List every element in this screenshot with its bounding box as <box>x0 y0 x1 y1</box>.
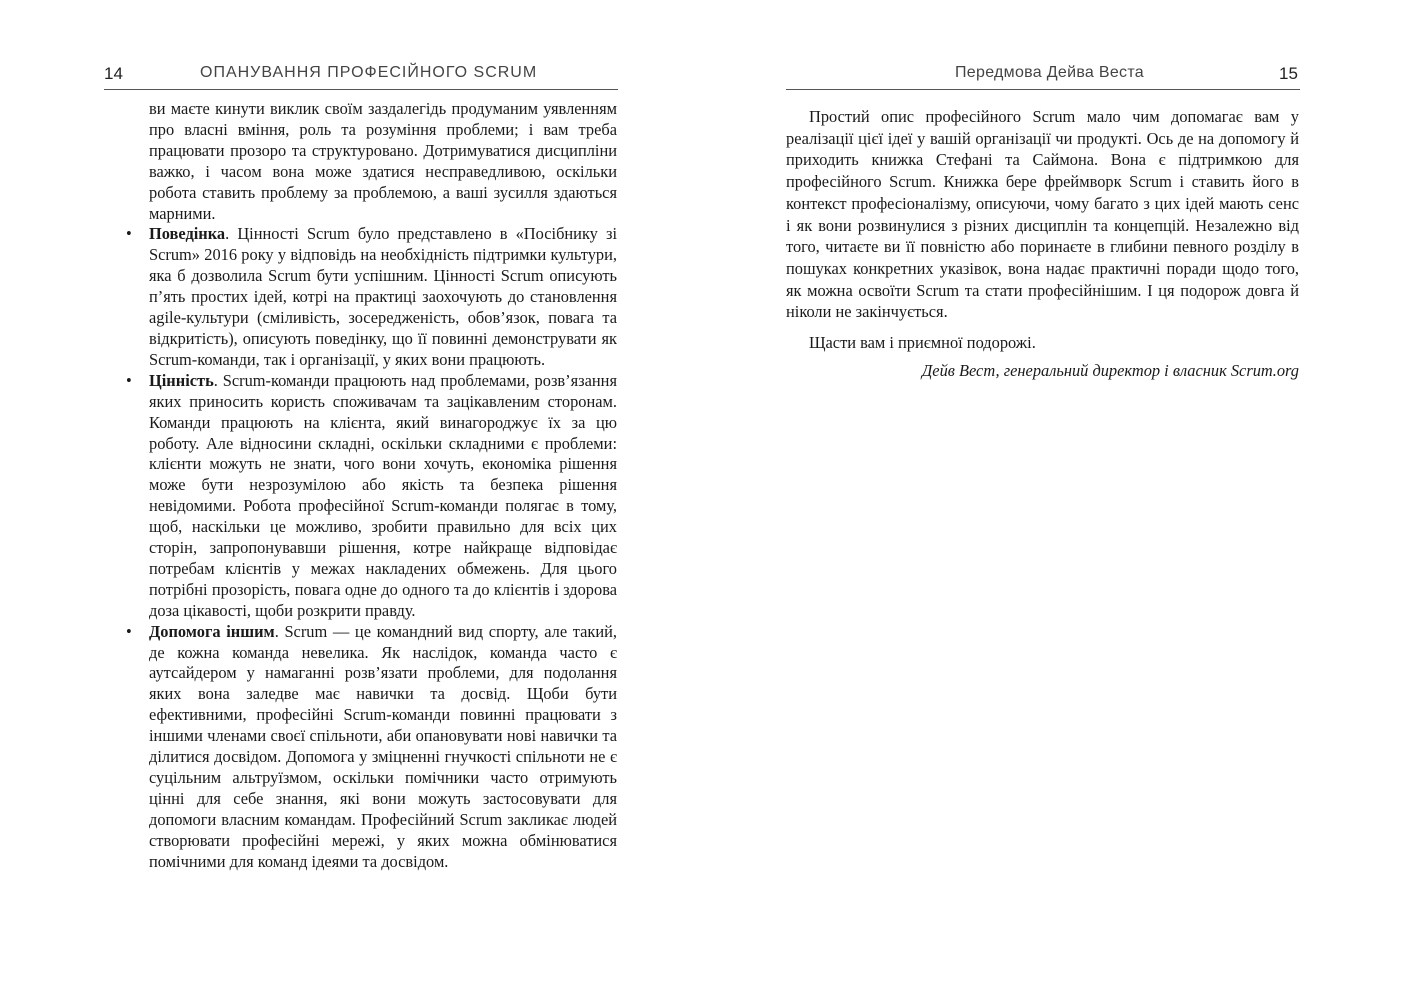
page-number: 14 <box>104 64 123 83</box>
body-text <box>104 99 617 873</box>
header-rule <box>104 89 618 90</box>
page-number: 15 <box>1279 64 1298 83</box>
running-head: Передмова Дейва Веста <box>955 64 1144 81</box>
bullet-icon: • <box>126 224 132 244</box>
item-text: . Scrum — це командний вид спорту, але такий, де кожна команда невелика. Як наслідок, команда часто є аутсайдером у намаганні розв’язати проблеми, для подолання яких вона заледве має навички та досвід. Щоби бути ефективними, професійні Scrum-команди повинні працювати з іншими членами своєї спільноти, аби опановувати нові навички та ділитися досвідом. Допомога у зміцненні гнучкості спільноти не є суцільним альтруїзмом, оскільки помічники часто отримують цінні для себе знання, які вони можуть застосовувати для допомоги власним командам. Професійний Scrum закликає людей створювати професійні мережі, у яких можна обмінюватися помічними для команд ідеями та досвідом. <box>149 621 617 871</box>
header-rule <box>786 89 1300 90</box>
paragraph: Простий опис професійного Scrum мало чим допомагає вам у реалізації цієї ідеї у вашій організації чи продукті. Ось де на допомогу й приходить книжка Стефані та Саймона. Вона є підтримкою для професійного Scrum. Книжка бере фреймворк Scrum і ставить його в контекст професіоналізму, описуючи, чому багато з цих ідей мають сенс і як вони розвинулися з різних дисциплін та концепцій. Незалежно від того, читаєте ви її повністю або поринаєте в глибини певного розділу в пошуках конкретних указівок, вона надає практичні поради щодо того, як можна освоїти Scrum та стати професійнішим. І ця подорож довга й ніколи не закінчується. <box>786 107 1299 322</box>
running-head: ОПАНУВАННЯ ПРОФЕСІЙНОГО SCRUM <box>200 64 538 81</box>
item-term: Поведінка <box>149 224 226 244</box>
continuation-paragraph: ви маєте кинути виклик своїм заздалегідь продуманим уявленням про власні вміння, роль та розуміння проблеми; і вам треба працювати прозоро та структуровано. Дотримуватися дисципліни важко, і часом вона може здатися несправедливою, оскільки робота ставить проблему за проблемою, а ваші зусилля здаються марними. <box>149 99 617 223</box>
list-item <box>104 224 617 370</box>
item-text: . Цінності Scrum було представлено в «Посібнику зі Scrum» 2016 року у відповідь на необхідність підтримки культури, яка б дозволила Scrum бути успішним. Цінності Scrum описують п’ять простих ідей, котрі на практиці заохочують до становлення agile-культури (сміливість, зосередженість, обов’язок, повага та відкритість), описують поведінку, що її повинні демонструвати як Scrum-команди, так і організації, у яких вони працюють. <box>149 224 617 369</box>
list-item <box>104 622 617 873</box>
values-list <box>104 224 617 872</box>
item-term: Цінність <box>149 370 214 390</box>
paragraph: Щасти вам і приємної подорожі. <box>809 333 1036 353</box>
signature: Дейв Вест, генеральний директор і власник Scrum.org <box>921 360 1299 380</box>
right-page <box>702 0 1404 1000</box>
body-text <box>786 106 1299 381</box>
bullet-icon: • <box>126 370 132 390</box>
bullet-icon: • <box>126 621 132 641</box>
item-term: Допомога іншим <box>149 621 275 641</box>
item-text: . Scrum-команди працюють над проблемами, розв’язання яких приносить користь споживачам та зацікавленим сторонам. Команди працюють на клієнта, який винагороджує їх за цю роботу. Але відносини складні, оскільки складними є проблеми: клієнти можуть не знати, чого вони хочуть, економіка рішення може бути незрозумілою або якість та безпека рішення невідомими. Робота професійної Scrum-команди полягає в тому, щоб, наскільки це можливо, зробити правильно для всіх цих сторін, запропонувавши рішення, котре найкраще відповідає потребам клієнтів у межах накладених обмежень. Для цього потрібні прозорість, повага одне до одного та до клієнтів і здорова доза цікавості, щоби розкрити правду. <box>149 370 617 620</box>
list-item <box>104 371 617 622</box>
